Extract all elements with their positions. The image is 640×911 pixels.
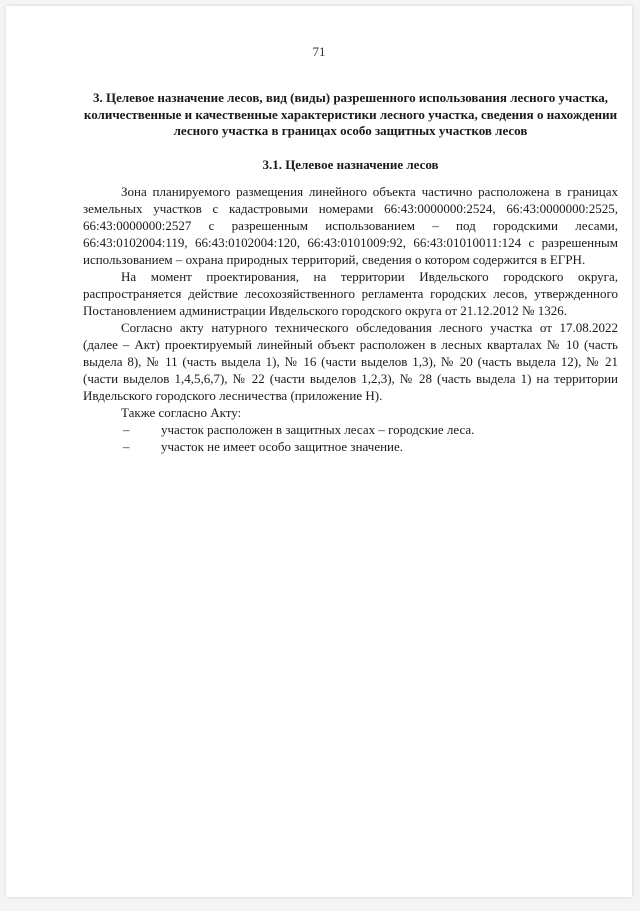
list-marker: – xyxy=(123,421,130,437)
section-heading: 3. Целевое назначение лесов, вид (виды) разрешенного использования лесного участка, количественные и качественные характеристики лесного участка, сведения о нахождении лесного участка в границах особо защитных участков лесов xyxy=(83,90,618,138)
list-item xyxy=(83,438,618,455)
list-item-text: участок расположен в защитных лесах – городские леса. xyxy=(161,421,475,437)
paragraph: Согласно акту натурного технического обследования лесного участка от 17.08.2022 (далее – Акт) проектируемый линейный объект расположен в лесных кварталах № 10 (часть выдела 8), № 11 (часть выдела 1), № 16 (части выделов 1,3), № 20 (часть выдела 12), № 21 (части выделов 1,4,5,6,7), № 22 (части выделов 1,2,3), № 28 (часть выдела 1) на территории Ивдельского городского лесничества (приложение Н). xyxy=(83,319,618,403)
page-number: 71 xyxy=(312,44,326,59)
subsection-heading: 3.1. Целевое назначение лесов xyxy=(262,156,439,172)
paragraph: Зона планируемого размещения линейного объекта частично расположена в границах земельных участков с кадастровыми номерами 66:43:0000000:2524, 66:43:0000000:2525, 66:43:0000000:2527 с разрешенным использованием – под городскими лесами, 66:43:0102004:119, 66:43:0102004:120, 66:43:0101009:92, 66:43:01010011:124 с разрешенным использованием – охрана природных территорий, сведения о котором содержится в ЕГРН. xyxy=(83,183,618,267)
list-item xyxy=(83,421,618,438)
list-item-text: участок не имеет особо защитное значение. xyxy=(161,438,404,454)
document-page xyxy=(6,6,632,897)
list-marker: – xyxy=(123,438,130,454)
paragraph: На момент проектирования, на территории Ивдельского городского округа, распространяется действие лесохозяйственного регламента городских лесов, утвержденного Постановлением администрации Ивдельского городского округа от 21.12.2012 № 1326. xyxy=(83,268,618,318)
paragraph: Также согласно Акту: xyxy=(121,404,242,420)
page-content xyxy=(83,90,618,455)
